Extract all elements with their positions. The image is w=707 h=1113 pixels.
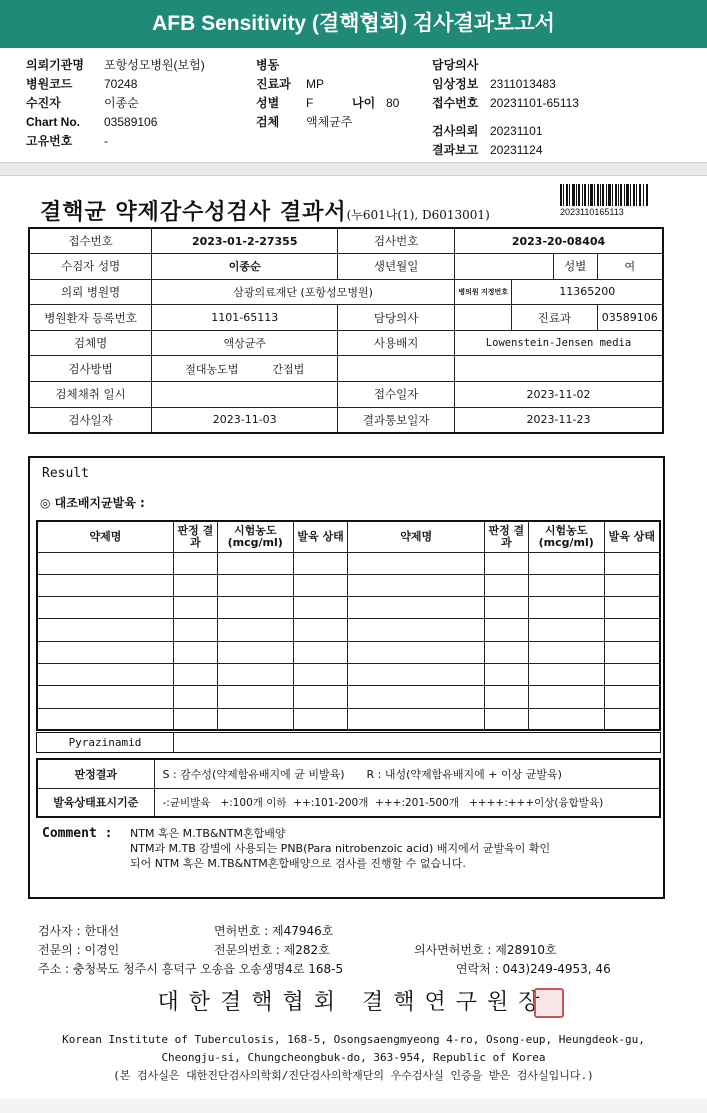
test-date-label: 검사일자 — [29, 407, 152, 433]
info-value: 20231124 — [490, 143, 543, 157]
patient-info-header — [0, 48, 707, 162]
test-date-value: 2023-11-03 — [152, 407, 338, 433]
receipt-no-label: 접수번호 — [29, 228, 152, 254]
table-row — [37, 597, 660, 619]
registration-no-value: 1101-65113 — [152, 305, 338, 331]
info-label: 임상정보 — [432, 77, 479, 91]
info-value: 포항성모병원(보험) — [104, 58, 205, 72]
pyrazinamid-label: Pyrazinamid — [37, 733, 174, 752]
registration-no-label: 병원환자 등록번호 — [29, 305, 152, 331]
info-value: 액체균주 — [306, 115, 353, 129]
info-value: 70248 — [104, 77, 138, 91]
result-title: Result — [42, 466, 89, 481]
section-divider — [0, 162, 707, 176]
comment-line: 되어 NTM 혹은 M.TB&NTM혼합배양으로 검사를 진행할 수 없습니다. — [130, 857, 466, 870]
address: 주소 : 충청북도 청주시 흥덕구 오송읍 오송생명4로 168-5 — [38, 962, 344, 976]
specimen-label: 검체명 — [29, 330, 152, 356]
hospital-code-value: 11365200 — [512, 279, 663, 305]
certification-note: (본 검사실은 대한진단검사의학회/진단검사의학재단의 우수검사실 인증을 받은 검사실입니다.) — [113, 1069, 594, 1082]
info-label: 담당의사 — [432, 58, 479, 72]
official-seal-icon — [534, 988, 564, 1018]
report-title: AFB Sensitivity (결핵협회) 검사결과보고서 — [152, 12, 555, 35]
license-no: 면허번호 : 제47946호 — [214, 924, 334, 938]
info-value: 이종순 — [104, 96, 139, 110]
info-value: 20231101 — [490, 124, 543, 138]
method-label: 검사방법 — [29, 356, 152, 382]
barcode-icon — [560, 184, 650, 206]
comment-text — [130, 826, 550, 871]
method-value — [152, 356, 338, 382]
table-row — [37, 619, 660, 641]
department-value: 03589106 — [597, 305, 663, 331]
col-drug-name: 약제명 — [37, 521, 173, 552]
table-row — [37, 708, 660, 730]
col-drug-name: 약제명 — [348, 521, 484, 552]
info-label: 진료과 — [256, 77, 291, 91]
test-no-value: 2023-20-08404 — [455, 228, 664, 254]
organization-name: 대한결핵협회 결핵연구원장 — [157, 990, 550, 1015]
method-absolute: 절대농도법 — [185, 362, 239, 376]
col-judgment: 판정 결과 — [484, 521, 528, 552]
received-date-label: 접수일자 — [338, 382, 455, 408]
barcode-number: 2023110165113 — [560, 207, 624, 217]
english-address — [0, 1031, 707, 1085]
judgment-label: 판정결과 — [37, 759, 154, 788]
info-label: 병원코드 — [26, 77, 73, 91]
address-line: Cheongju-si, Chungcheongbuk-do, 363-954, Republic of Korea — [161, 1051, 546, 1064]
info-column-3 — [432, 56, 579, 160]
doctor-value — [455, 305, 512, 331]
result-section — [28, 456, 665, 899]
drug-table-header — [37, 521, 660, 552]
info-value: 03589106 — [104, 115, 158, 129]
report-date-label: 결과통보일자 — [338, 407, 455, 433]
hospital-value: 삼광의료재단 (포항성모병원) — [152, 279, 455, 305]
info-value: MP — [306, 77, 324, 91]
doctor-license-no: 의사면허번호 : 제28910호 — [414, 943, 557, 957]
specialist: 전문의 : 이경인 — [38, 943, 120, 957]
sex-label: 성별 — [553, 254, 597, 280]
birth-date-label: 생년월일 — [338, 254, 455, 280]
info-value: 20231101-65113 — [490, 96, 579, 110]
col-concentration: 시험농도 (mcg/ml) — [217, 521, 293, 552]
patient-name-value: 이종순 — [152, 254, 338, 280]
table-row — [37, 574, 660, 596]
info-label: 검사의뢰 — [432, 124, 479, 138]
table-row — [37, 641, 660, 663]
drug-result-table — [36, 520, 661, 731]
receipt-no-value: 2023-01-2-27355 — [152, 228, 338, 254]
received-date-value: 2023-11-02 — [455, 382, 664, 408]
info-column-1 — [26, 56, 205, 151]
col-growth: 발육 상태 — [604, 521, 660, 552]
table-row — [37, 686, 660, 708]
col-concentration: 시험농도 (mcg/ml) — [528, 521, 604, 552]
specimen-value: 액상균주 — [152, 330, 338, 356]
info-label: 수진자 — [26, 96, 61, 110]
col-growth: 발육 상태 — [293, 521, 348, 552]
document-code: (누601나(1), D6013001) — [346, 208, 490, 222]
medium-label: 사용배지 — [338, 330, 455, 356]
judgment-susceptible: S : 감수성(약제함유배지에 균 비발육) — [162, 767, 345, 781]
info-label: 성별 — [256, 96, 280, 110]
doctor-label: 담당의사 — [338, 305, 455, 331]
document-title — [40, 195, 490, 226]
info-label: 병동 — [256, 58, 280, 72]
pyrazinamid-row — [36, 732, 661, 753]
comment-line: NTM 혹은 M.TB&NTM혼합배양 — [130, 827, 286, 840]
hospital-label: 의뢰 병원명 — [29, 279, 152, 305]
document-title-text: 결핵균 약제감수성검사 결과서 — [40, 199, 347, 225]
info-label: 의뢰기관명 — [26, 58, 84, 72]
control-medium-growth: ◎ 대조배지균발육 : — [40, 496, 145, 510]
info-label: 결과보고 — [432, 143, 479, 157]
collection-date-value — [152, 382, 338, 408]
report-date-value: 2023-11-23 — [455, 407, 664, 433]
comment-label: Comment : — [42, 826, 113, 841]
address-line: Korean Institute of Tuberculosis, 168-5, Osongsaengmyeong 4-ro, Osong-eup, Heungdeok-gu, — [62, 1033, 645, 1046]
birth-date-value — [455, 254, 554, 280]
growth-legend-label: 발육상태표시기준 — [37, 788, 154, 817]
legend-table — [36, 758, 661, 818]
info-column-2 — [256, 56, 399, 132]
growth-legend: -:균비발육 +:100개 이하 ++:101-200개 +++:201-500개 ++++:+++이상(융합발육) — [154, 788, 660, 817]
table-row — [37, 552, 660, 574]
info-value: F — [306, 96, 314, 110]
comment-line: NTM과 M.TB 감별에 사용되는 PNB(Para nitrobenzoic acid) 배지에서 균발육이 확인 — [130, 842, 551, 855]
table-row — [37, 663, 660, 685]
specimen-info-table — [28, 227, 664, 434]
hospital-code-label: 병의원 지정번호 — [455, 279, 512, 305]
patient-name-label: 수검자 성명 — [29, 254, 152, 280]
test-no-label: 검사번호 — [338, 228, 455, 254]
contact: 연락처 : 043)249-4953, 46 — [456, 962, 611, 976]
info-label: 나이 — [352, 96, 376, 110]
info-label: 접수번호 — [432, 96, 479, 110]
col-judgment: 판정 결과 — [173, 521, 217, 552]
info-value: 80 — [386, 96, 400, 110]
report-title-bar — [0, 0, 707, 48]
collection-date-label: 검체채취 일시 — [29, 382, 152, 408]
department-label: 진료과 — [512, 305, 597, 331]
sex-value: 여 — [597, 254, 663, 280]
info-value: 2311013483 — [490, 77, 556, 91]
specialist-no: 전문의번호 : 제282호 — [214, 943, 330, 957]
tester: 검사자 : 한대선 — [38, 924, 120, 938]
judgment-legend — [154, 759, 660, 788]
medium-value: Lowenstein-Jensen media — [455, 330, 664, 356]
info-label: 검체 — [256, 115, 280, 129]
info-label: Chart No. — [26, 115, 80, 129]
info-value: - — [104, 134, 108, 148]
judgment-resistant: R : 내성(약제함유배지에 + 이상 균발육) — [366, 767, 562, 781]
info-label: 고유번호 — [26, 134, 73, 148]
method-indirect: 간접법 — [272, 362, 305, 376]
